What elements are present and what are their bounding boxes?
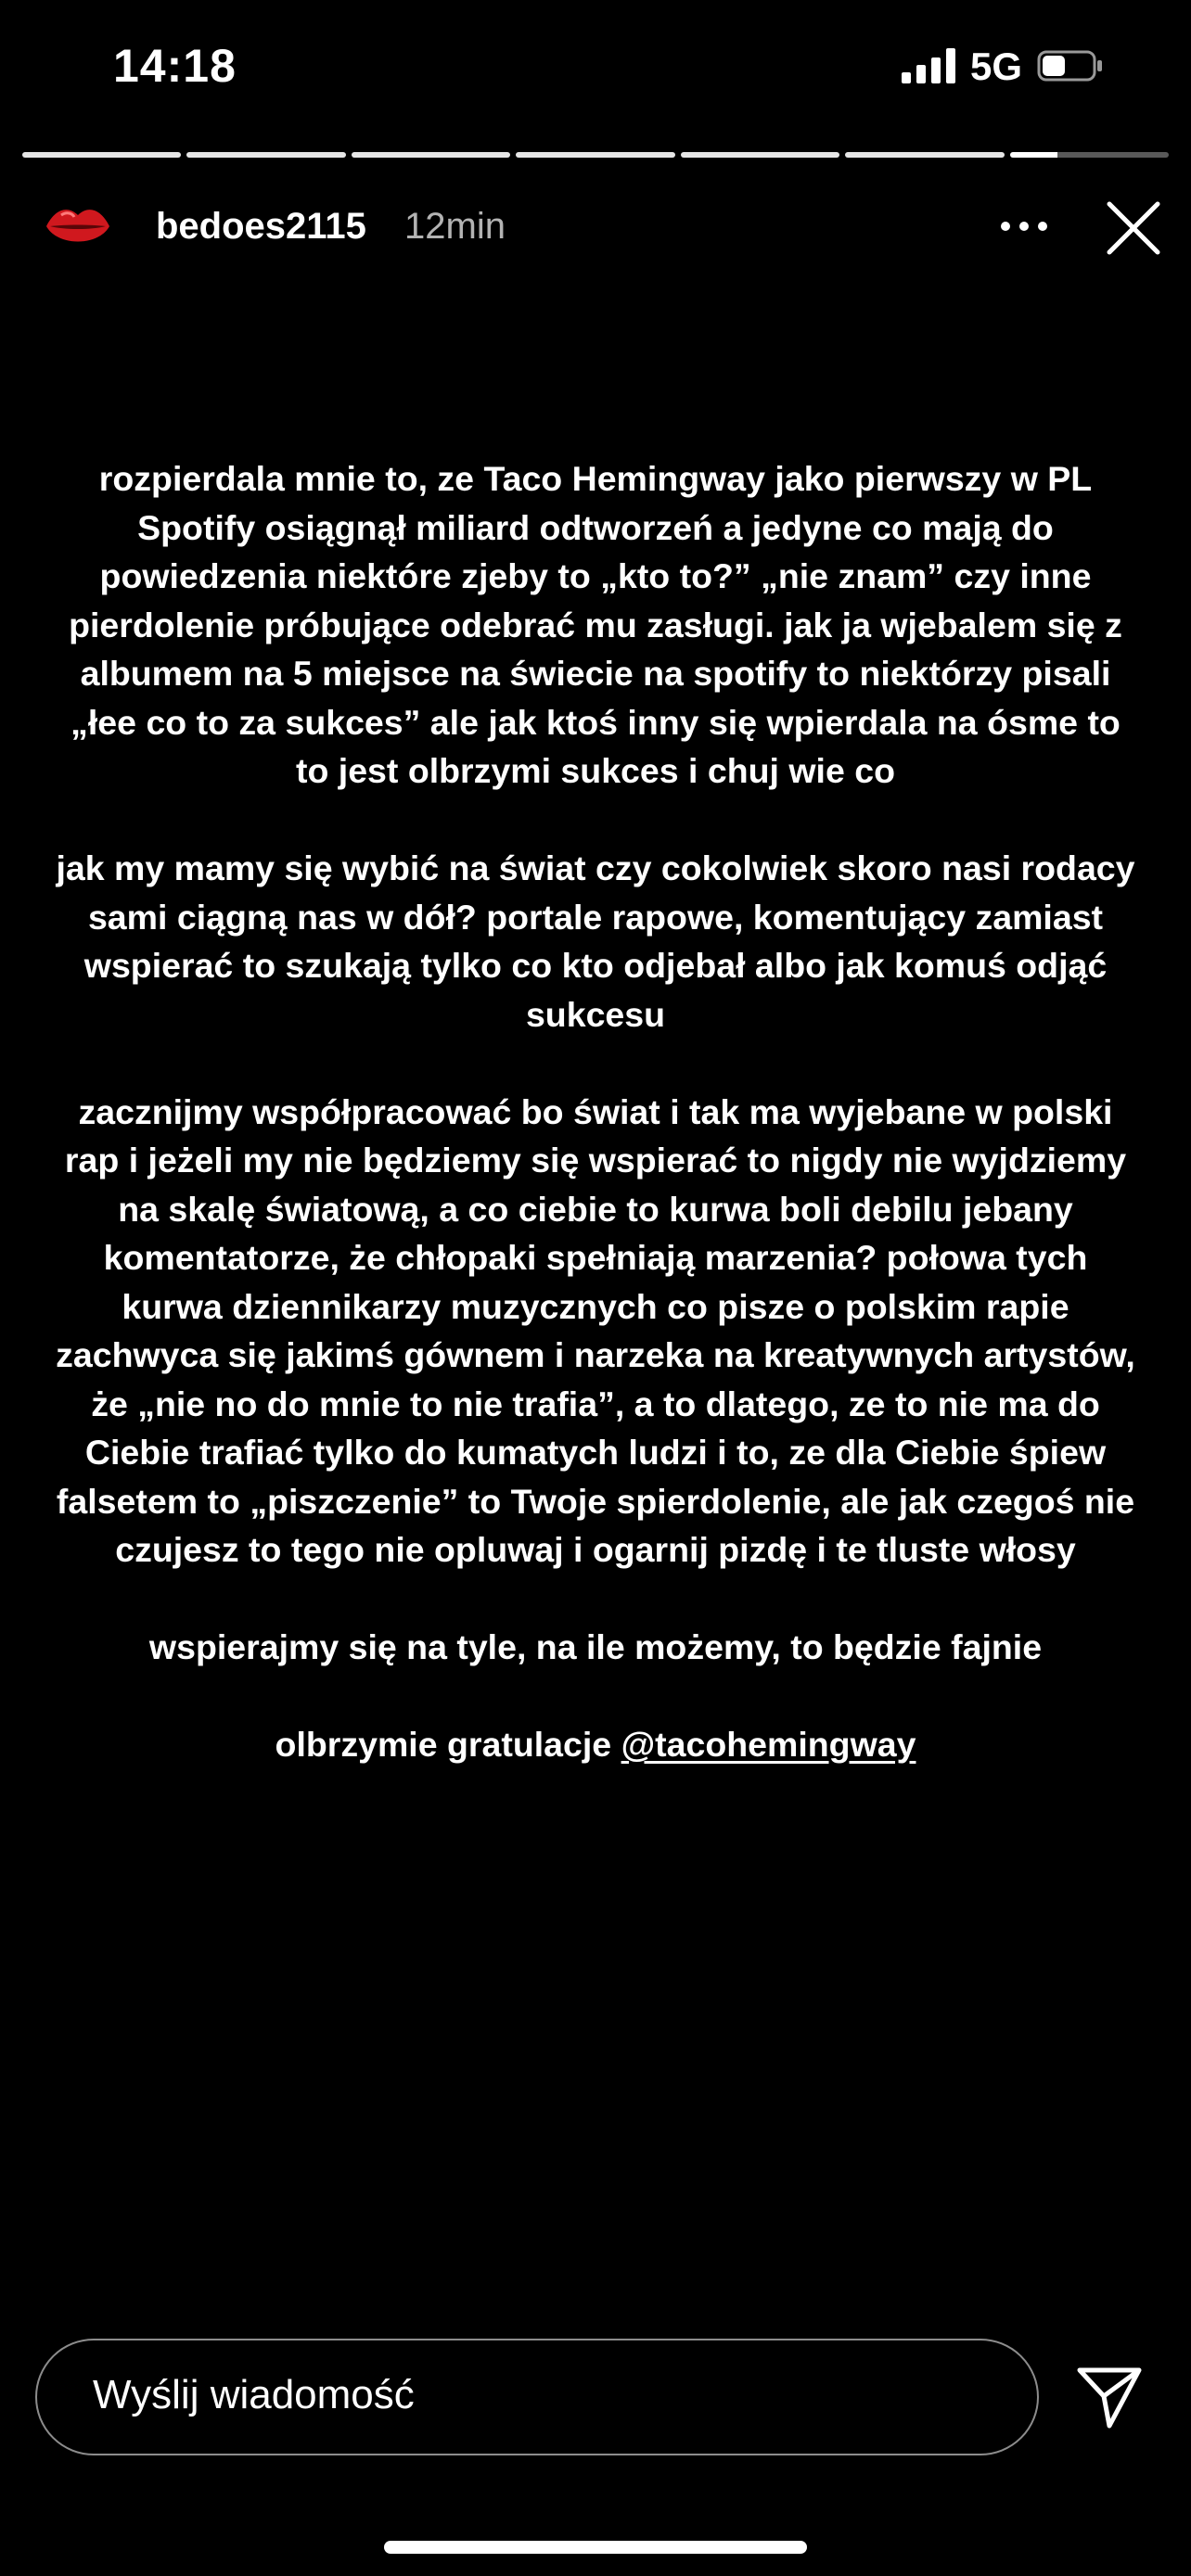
status-time: 14:18 (113, 40, 237, 92)
reply-placeholder[interactable]: Wyślij wiadomość (93, 2372, 415, 2417)
story-progress-segment (352, 152, 510, 158)
story-paragraph: zacznijmy współpracować bo świat i tak ma wyjebane w polski rap i jeżeli my nie będziemy się wspierać to nigdy nie wyjdziemy na skalę światową, a co ciebie to kurwa boli debilu jebany komentatorze, że chłopaki spełniają marzenia? połowa tych kurwa dziennikarzy muzycznych co pisze o polskim rapie zachwyca się jakimś gównem i narzeka na kreatywnych artystów, że „nie no do mnie to nie trafia”, a to dlatego, ze to nie ma do Ciebie trafiać tylko do kumatych ludzi i to, ze dla Ciebie śpiew falsetem to „piszczenie” to Twoje spierdolenie, ale jak czegoś nie czujesz to tego nie opluwaj i ogarnij pizdę i te tluste włosy (56, 1091, 1135, 1569)
story-username[interactable]: bedoes2115 (156, 206, 366, 247)
mention-link[interactable]: @tacohemingway (621, 1725, 916, 1764)
story-progress-segment (516, 152, 674, 158)
story-header (0, 185, 1191, 269)
status-bar (0, 0, 1191, 139)
story-text (56, 454, 1135, 1817)
congrats-text: olbrzymie gratulacje (275, 1725, 621, 1764)
story-progress-bar (22, 152, 1169, 158)
story-progress-fill (1010, 152, 1057, 158)
story-progress-segment (22, 152, 181, 158)
story-paragraph: jak my mamy się wybić na świat czy cokolwiek skoro nasi rodacy sami ciągną nas w dół? portale rapowe, komentujący zamiast wspierać to szukają tylko co kto odjebał albo jak komuś odjąć sukcesu (56, 848, 1135, 1034)
story-progress-segment (1010, 152, 1169, 158)
lips-avatar-icon[interactable] (43, 200, 113, 252)
story-paragraph (56, 1720, 1135, 1769)
story-age: 12min (404, 206, 506, 247)
story-progress-segment (845, 152, 1004, 158)
signal-icon (902, 48, 955, 83)
story-paragraph: wspierajmy się na tyle, na ile możemy, to będzie fajnie (148, 1627, 1043, 1666)
network-type: 5G (970, 45, 1023, 88)
story-progress-segment (681, 152, 839, 158)
close-icon[interactable] (1102, 197, 1165, 260)
send-icon[interactable] (1072, 2363, 1146, 2433)
battery-icon (1037, 50, 1104, 82)
more-options-icon[interactable] (998, 208, 1050, 245)
home-indicator (384, 2541, 807, 2554)
reply-field[interactable] (35, 2339, 1039, 2455)
story-progress-segment (186, 152, 345, 158)
story-paragraph: rozpierdala mnie to, ze Taco Hemingway jako pierwszy w PL Spotify osiągnął miliard odtworzeń a jedyne co mają do powiedzenia niektóre zjeby to „kto to?” „nie znam” czy inne pierdolenie próbujące odebrać mu zasługi. jak ja wjebalem się z albumem na 5 miejsce na świecie na spotify to niektórzy pisali „łee co to za sukces” ale jak ktoś inny się wpierdala na ósme to to jest olbrzymi sukces i chuj wie co (69, 459, 1122, 790)
